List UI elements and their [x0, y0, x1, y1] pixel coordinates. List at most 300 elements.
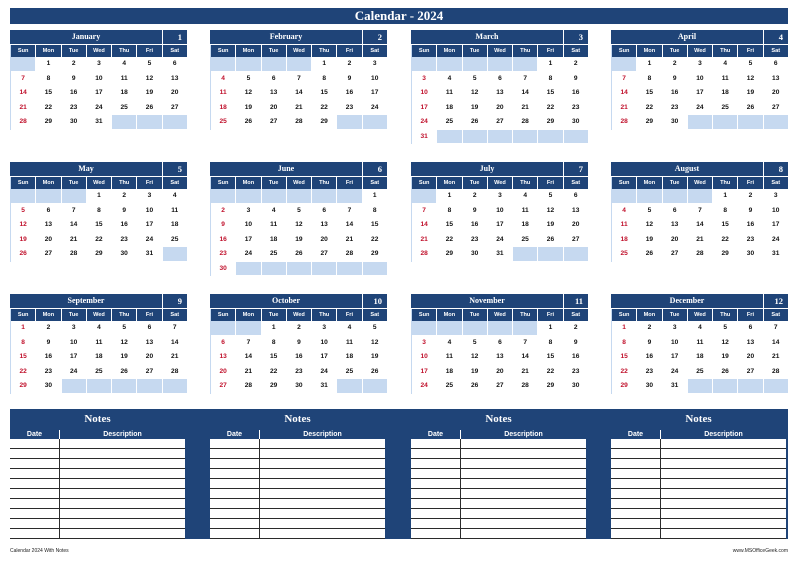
- notes-date-cell[interactable]: [210, 499, 260, 508]
- notes-description-cell[interactable]: [661, 469, 786, 478]
- day-cell: 22: [87, 233, 112, 248]
- notes-description-cell[interactable]: [661, 529, 786, 538]
- day-cell: 9: [463, 204, 488, 219]
- notes-row[interactable]: [10, 459, 185, 469]
- notes-description-cell[interactable]: [661, 509, 786, 518]
- notes-description-cell[interactable]: [461, 469, 586, 478]
- weekday-header: Sun: [211, 309, 236, 321]
- notes-description-cell[interactable]: [60, 459, 185, 468]
- month-header: [611, 162, 788, 176]
- notes-row[interactable]: [210, 509, 385, 519]
- day-cell: 7: [11, 72, 36, 87]
- day-cell: 1: [87, 189, 112, 204]
- day-cell: 23: [337, 101, 362, 116]
- month-header: [10, 30, 187, 44]
- month-name: October: [210, 294, 362, 308]
- notes-date-cell[interactable]: [210, 479, 260, 488]
- notes-row[interactable]: [210, 489, 385, 499]
- notes-date-cell[interactable]: [611, 529, 661, 538]
- empty-cell: [312, 189, 337, 204]
- notes-row[interactable]: [411, 479, 586, 489]
- day-cell: 8: [262, 336, 287, 351]
- day-cell: 11: [713, 72, 738, 87]
- day-cell: 1: [713, 189, 738, 204]
- day-cell: 7: [513, 72, 538, 87]
- notes-row[interactable]: [10, 509, 185, 519]
- notes-date-cell[interactable]: [411, 519, 461, 528]
- weekday-header: Thu: [112, 177, 137, 189]
- notes-date-cell[interactable]: [210, 439, 260, 448]
- notes-description-cell[interactable]: [661, 449, 786, 458]
- day-cell: 5: [11, 204, 36, 219]
- empty-cell: [564, 247, 589, 262]
- day-cell: 20: [211, 365, 236, 380]
- day-cell: 7: [412, 204, 437, 219]
- notes-description-cell[interactable]: [260, 439, 385, 448]
- month-grid: [210, 309, 387, 394]
- notes-date-cell[interactable]: [10, 519, 60, 528]
- notes-row[interactable]: [611, 529, 786, 539]
- notes-row[interactable]: [411, 529, 586, 539]
- day-cell: 28: [62, 247, 87, 262]
- notes-date-cell[interactable]: [611, 479, 661, 488]
- month-block: [411, 162, 588, 262]
- notes-description-cell[interactable]: [60, 499, 185, 508]
- notes-date-cell[interactable]: [611, 519, 661, 528]
- day-cell: 21: [612, 101, 637, 116]
- notes-row[interactable]: [411, 509, 586, 519]
- notes-row[interactable]: [10, 529, 185, 539]
- day-cell: 12: [463, 350, 488, 365]
- notes-date-cell[interactable]: [611, 449, 661, 458]
- day-cell: 3: [764, 189, 789, 204]
- day-cell: 13: [163, 72, 188, 87]
- month-header: [210, 162, 387, 176]
- notes-description-cell[interactable]: [461, 529, 586, 538]
- day-cell: 22: [262, 365, 287, 380]
- day-cell: 3: [87, 57, 112, 72]
- weekday-header: Fri: [137, 309, 162, 321]
- day-cell: 13: [488, 86, 513, 101]
- day-cell: 1: [538, 57, 563, 72]
- day-cell: 6: [488, 336, 513, 351]
- month-header: [10, 162, 187, 176]
- notes-description-cell[interactable]: [60, 479, 185, 488]
- day-cell: 21: [764, 350, 789, 365]
- day-cell: 11: [112, 72, 137, 87]
- notes-description-cell[interactable]: [260, 499, 385, 508]
- weekday-header: Wed: [488, 309, 513, 321]
- notes-row[interactable]: [411, 469, 586, 479]
- day-cell: 5: [713, 321, 738, 336]
- day-cell: 27: [137, 365, 162, 380]
- day-cell: 25: [437, 379, 462, 394]
- notes-date-cell[interactable]: [611, 459, 661, 468]
- empty-cell: [663, 189, 688, 204]
- weekday-header: Fri: [337, 177, 362, 189]
- day-cell: 23: [463, 233, 488, 248]
- day-cell: 15: [612, 350, 637, 365]
- notes-rows: [611, 439, 786, 539]
- notes-description-cell[interactable]: [260, 449, 385, 458]
- notes-date-cell[interactable]: [611, 469, 661, 478]
- notes-row[interactable]: [611, 509, 786, 519]
- day-cell: 19: [11, 233, 36, 248]
- notes-date-cell[interactable]: [10, 459, 60, 468]
- day-cell: 27: [663, 247, 688, 262]
- notes-description-cell[interactable]: [661, 519, 786, 528]
- day-cell: 26: [538, 233, 563, 248]
- empty-cell: [11, 57, 36, 72]
- day-cell: 16: [62, 86, 87, 101]
- notes-row[interactable]: [611, 459, 786, 469]
- notes-description-cell[interactable]: [60, 449, 185, 458]
- notes-description-cell[interactable]: [461, 519, 586, 528]
- weekday-header: Sat: [363, 177, 388, 189]
- notes-description-cell[interactable]: [661, 479, 786, 488]
- notes-row[interactable]: [210, 499, 385, 509]
- notes-row[interactable]: [611, 449, 786, 459]
- day-cell: 12: [236, 86, 261, 101]
- notes-date-cell[interactable]: [210, 469, 260, 478]
- empty-cell: [137, 115, 162, 130]
- day-cell: 14: [612, 86, 637, 101]
- weekday-header: Wed: [688, 45, 713, 57]
- weekday-header: Wed: [87, 177, 112, 189]
- notes-row[interactable]: [10, 439, 185, 449]
- day-cell: 3: [412, 336, 437, 351]
- weekday-header: Thu: [713, 309, 738, 321]
- day-cell: 13: [137, 336, 162, 351]
- notes-description-cell[interactable]: [60, 529, 185, 538]
- day-cell: 30: [211, 262, 236, 277]
- notes-description-cell[interactable]: [260, 489, 385, 498]
- notes-date-cell[interactable]: [210, 489, 260, 498]
- notes-date-cell[interactable]: [10, 439, 60, 448]
- weekday-header: Mon: [637, 177, 662, 189]
- day-cell: 30: [287, 379, 312, 394]
- notes-date-cell[interactable]: [10, 499, 60, 508]
- empty-cell: [236, 189, 261, 204]
- day-cell: 27: [312, 247, 337, 262]
- empty-cell: [538, 130, 563, 145]
- empty-cell: [211, 57, 236, 72]
- notes-description-cell[interactable]: [461, 459, 586, 468]
- notes-row[interactable]: [10, 489, 185, 499]
- weekday-header: Sat: [363, 45, 388, 57]
- day-cell: 5: [738, 57, 763, 72]
- day-cell: 4: [337, 321, 362, 336]
- notes-date-cell[interactable]: [10, 509, 60, 518]
- notes-description-cell[interactable]: [461, 449, 586, 458]
- day-cell: 28: [513, 379, 538, 394]
- notes-row[interactable]: [411, 499, 586, 509]
- day-cell: 2: [36, 321, 61, 336]
- notes-row[interactable]: [10, 519, 185, 529]
- notes-row[interactable]: [411, 489, 586, 499]
- notes-description-cell[interactable]: [461, 489, 586, 498]
- day-cell: 14: [11, 86, 36, 101]
- day-cell: 5: [637, 204, 662, 219]
- month-number: 9: [163, 294, 187, 308]
- notes-date-cell[interactable]: [411, 509, 461, 518]
- month-grid: [10, 45, 187, 130]
- notes-description-cell[interactable]: [260, 529, 385, 538]
- day-cell: 12: [713, 336, 738, 351]
- day-cell: 8: [713, 204, 738, 219]
- weekday-header: Mon: [437, 309, 462, 321]
- day-cell: 16: [564, 86, 589, 101]
- empty-cell: [513, 247, 538, 262]
- notes-date-cell[interactable]: [411, 459, 461, 468]
- day-cell: 22: [437, 233, 462, 248]
- weekday-header: Sun: [11, 45, 36, 57]
- day-cell: 29: [36, 115, 61, 130]
- day-cell: 19: [363, 350, 388, 365]
- day-cell: 1: [363, 189, 388, 204]
- notes-section: [10, 409, 185, 539]
- weekday-header: Mon: [637, 309, 662, 321]
- month-number: 7: [564, 162, 588, 176]
- day-cell: 15: [437, 218, 462, 233]
- notes-date-cell[interactable]: [210, 449, 260, 458]
- day-cell: 21: [163, 350, 188, 365]
- notes-row[interactable]: [411, 519, 586, 529]
- day-cell: 30: [463, 247, 488, 262]
- notes-date-cell[interactable]: [210, 529, 260, 538]
- day-cell: 1: [612, 321, 637, 336]
- day-cell: 15: [11, 350, 36, 365]
- weekday-header: Thu: [713, 177, 738, 189]
- notes-date-cell[interactable]: [210, 509, 260, 518]
- notes-description-cell[interactable]: [260, 469, 385, 478]
- notes-date-cell[interactable]: [411, 489, 461, 498]
- day-cell: 22: [612, 365, 637, 380]
- notes-date-cell[interactable]: [611, 499, 661, 508]
- day-cell: 14: [513, 350, 538, 365]
- notes-description-cell[interactable]: [260, 459, 385, 468]
- empty-cell: [236, 321, 261, 336]
- day-cell: 27: [211, 379, 236, 394]
- notes-row[interactable]: [210, 529, 385, 539]
- notes-date-cell[interactable]: [210, 459, 260, 468]
- notes-date-cell[interactable]: [10, 529, 60, 538]
- notes-row[interactable]: [611, 479, 786, 489]
- weekday-header: Fri: [538, 309, 563, 321]
- weekday-header: Wed: [488, 177, 513, 189]
- day-cell: 7: [612, 72, 637, 87]
- weekday-header: Wed: [488, 45, 513, 57]
- day-cell: 30: [564, 379, 589, 394]
- notes-date-cell[interactable]: [611, 439, 661, 448]
- day-cell: 18: [87, 350, 112, 365]
- notes-description-cell[interactable]: [461, 499, 586, 508]
- notes-date-cell[interactable]: [611, 489, 661, 498]
- empty-cell: [612, 189, 637, 204]
- day-cell: 17: [312, 350, 337, 365]
- day-cell: 10: [412, 350, 437, 365]
- notes-row[interactable]: [611, 469, 786, 479]
- notes-description-cell[interactable]: [60, 469, 185, 478]
- notes-description-cell[interactable]: [461, 439, 586, 448]
- empty-cell: [463, 57, 488, 72]
- empty-cell: [688, 115, 713, 130]
- day-cell: 5: [287, 204, 312, 219]
- day-cell: 20: [663, 233, 688, 248]
- day-cell: 18: [437, 101, 462, 116]
- notes-row[interactable]: [210, 479, 385, 489]
- day-cell: 5: [463, 72, 488, 87]
- weekday-header: Sun: [211, 177, 236, 189]
- day-cell: 14: [412, 218, 437, 233]
- day-cell: 5: [463, 336, 488, 351]
- day-cell: 21: [287, 101, 312, 116]
- notes-description-cell[interactable]: [661, 439, 786, 448]
- notes-row[interactable]: [210, 439, 385, 449]
- notes-date-cell[interactable]: [210, 519, 260, 528]
- day-cell: 24: [137, 233, 162, 248]
- notes-description-cell[interactable]: [461, 479, 586, 488]
- day-cell: 20: [36, 233, 61, 248]
- empty-cell: [513, 57, 538, 72]
- notes-date-cell[interactable]: [611, 509, 661, 518]
- day-cell: 3: [412, 72, 437, 87]
- day-cell: 31: [663, 379, 688, 394]
- day-cell: 14: [287, 86, 312, 101]
- notes-date-cell[interactable]: [10, 489, 60, 498]
- day-cell: 21: [688, 233, 713, 248]
- day-cell: 29: [262, 379, 287, 394]
- notes-date-cell[interactable]: [411, 499, 461, 508]
- month-block: [210, 294, 387, 394]
- notes-description-cell[interactable]: [60, 519, 185, 528]
- notes-rows: [210, 439, 385, 539]
- notes-row[interactable]: [210, 519, 385, 529]
- month-header: [611, 30, 788, 44]
- day-cell: 2: [564, 57, 589, 72]
- notes-description-cell[interactable]: [260, 509, 385, 518]
- empty-cell: [363, 115, 388, 130]
- day-cell: 8: [363, 204, 388, 219]
- notes-date-cell[interactable]: [10, 469, 60, 478]
- day-cell: 14: [236, 350, 261, 365]
- weekday-header: Fri: [738, 177, 763, 189]
- notes-row[interactable]: [611, 439, 786, 449]
- day-cell: 15: [363, 218, 388, 233]
- day-cell: 30: [36, 379, 61, 394]
- notes-section: [210, 409, 385, 539]
- day-cell: 23: [287, 365, 312, 380]
- notes-row[interactable]: [611, 519, 786, 529]
- notes-row[interactable]: [210, 449, 385, 459]
- day-cell: 24: [62, 365, 87, 380]
- weekday-header: Sat: [764, 309, 789, 321]
- day-cell: 17: [137, 218, 162, 233]
- day-cell: 24: [488, 233, 513, 248]
- notes-row[interactable]: [10, 469, 185, 479]
- notes-description-cell[interactable]: [60, 489, 185, 498]
- weekday-header: Mon: [437, 177, 462, 189]
- day-cell: 29: [11, 379, 36, 394]
- day-cell: 27: [262, 115, 287, 130]
- day-cell: 10: [137, 204, 162, 219]
- notes-row[interactable]: [10, 479, 185, 489]
- notes-row[interactable]: [10, 499, 185, 509]
- month-header: [10, 294, 187, 308]
- notes-row[interactable]: [210, 469, 385, 479]
- weekday-header: Fri: [137, 177, 162, 189]
- notes-date-cell[interactable]: [10, 479, 60, 488]
- notes-date-cell[interactable]: [411, 449, 461, 458]
- notes-column-headers: [411, 430, 586, 439]
- notes-row[interactable]: [611, 499, 786, 509]
- notes-row[interactable]: [210, 459, 385, 469]
- empty-cell: [688, 379, 713, 394]
- day-cell: 3: [312, 321, 337, 336]
- month-number: 2: [363, 30, 387, 44]
- empty-cell: [637, 189, 662, 204]
- day-cell: 21: [236, 365, 261, 380]
- day-cell: 16: [337, 86, 362, 101]
- notes-date-cell[interactable]: [411, 439, 461, 448]
- day-cell: 9: [663, 72, 688, 87]
- weekday-header: Mon: [36, 177, 61, 189]
- weekday-header: Tue: [262, 45, 287, 57]
- notes-row[interactable]: [411, 439, 586, 449]
- notes-description-cell[interactable]: [60, 439, 185, 448]
- notes-date-cell[interactable]: [411, 479, 461, 488]
- day-cell: 5: [363, 321, 388, 336]
- notes-date-cell[interactable]: [411, 529, 461, 538]
- notes-row[interactable]: [611, 489, 786, 499]
- day-cell: 22: [637, 101, 662, 116]
- notes-description-cell[interactable]: [260, 519, 385, 528]
- notes-description-cell[interactable]: [461, 509, 586, 518]
- notes-column-headers: [611, 430, 786, 439]
- notes-date-header: Date: [10, 430, 60, 439]
- weekday-header: Fri: [538, 45, 563, 57]
- day-cell: 16: [287, 350, 312, 365]
- day-cell: 22: [36, 101, 61, 116]
- day-cell: 7: [62, 204, 87, 219]
- empty-cell: [564, 130, 589, 145]
- day-cell: 5: [538, 189, 563, 204]
- notes-row[interactable]: [10, 449, 185, 459]
- month-block: [10, 30, 187, 130]
- notes-description-cell[interactable]: [60, 509, 185, 518]
- day-cell: 4: [211, 72, 236, 87]
- day-cell: 23: [112, 233, 137, 248]
- notes-date-cell[interactable]: [10, 449, 60, 458]
- notes-date-cell[interactable]: [411, 469, 461, 478]
- day-cell: 17: [764, 218, 789, 233]
- notes-row[interactable]: [411, 459, 586, 469]
- notes-description-cell[interactable]: [260, 479, 385, 488]
- empty-cell: [337, 115, 362, 130]
- notes-description-cell[interactable]: [661, 499, 786, 508]
- day-cell: 3: [688, 57, 713, 72]
- day-cell: 8: [437, 204, 462, 219]
- day-cell: 13: [262, 86, 287, 101]
- day-cell: 17: [87, 86, 112, 101]
- day-cell: 23: [36, 365, 61, 380]
- weekday-header: Thu: [312, 309, 337, 321]
- day-cell: 14: [337, 218, 362, 233]
- notes-description-cell[interactable]: [661, 489, 786, 498]
- notes-description-cell[interactable]: [661, 459, 786, 468]
- notes-row[interactable]: [411, 449, 586, 459]
- day-cell: 4: [713, 57, 738, 72]
